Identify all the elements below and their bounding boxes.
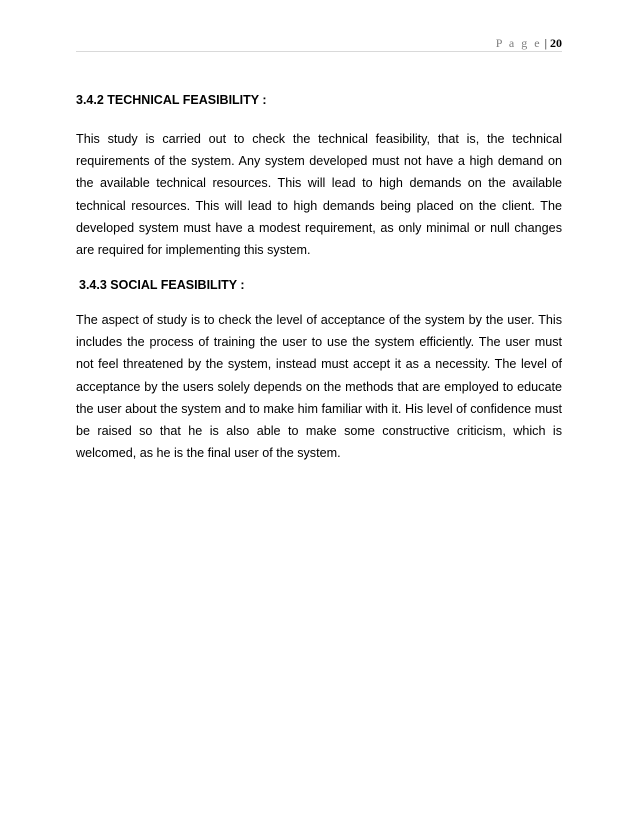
section-heading-social-feasibility: 3.4.3 SOCIAL FEASIBILITY : [79, 278, 245, 292]
section-body-technical-feasibility: This study is carried out to check the technical feasibility, that is, the technical requirements of the system. Any system developed must not have a high demand on the available technical resources. This will lead to high demands on the available technical resources. This will lead to high demands being placed on the client. The developed system must have a modest requirement, as only minimal or null changes are required for implementing this system. [76, 132, 562, 258]
page-separator: | [544, 36, 547, 50]
page-label: P a g e [495, 36, 542, 50]
section-heading-technical-feasibility: 3.4.2 TECHNICAL FEASIBILITY : [76, 93, 267, 107]
page-header [496, 36, 562, 51]
page-number: 20 [550, 36, 562, 50]
section-body-social-feasibility: The aspect of study is to check the level of acceptance of the system by the user. This includes the process of training the user to use the system efficiently. The user must not feel threatened by the system, instead must accept it as a necessity. The level of acceptance by the users solely depends on the methods that are employed to educate the user about the system and to make him familiar with it. His level of confidence must be raised so that he is also able to make some constructive criticism, which is welcomed, as he is the final user of the system. [76, 313, 562, 461]
header-divider [76, 51, 562, 52]
